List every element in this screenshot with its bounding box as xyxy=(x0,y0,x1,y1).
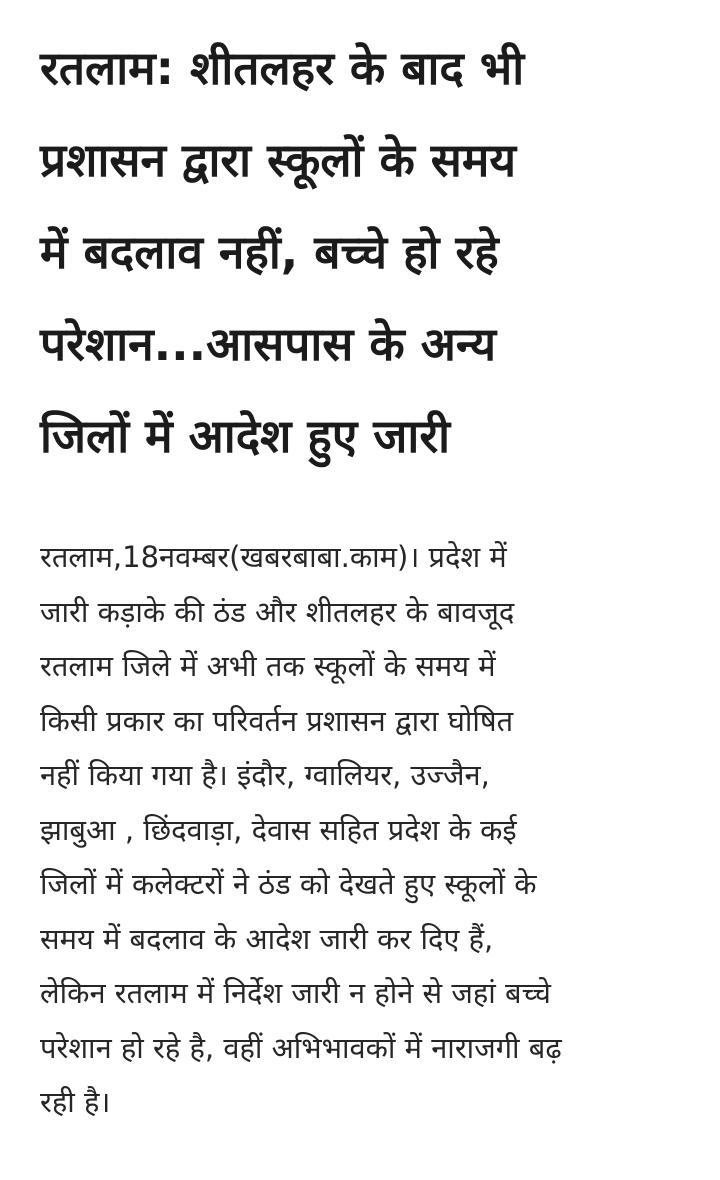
body-line: रतलाम,18नवम्बर(खबरबाबा.काम)। प्रदेश में xyxy=(40,540,507,574)
headline-line: परेशान...आसपास के अन्य xyxy=(40,317,497,371)
headline-line: प्रशासन द्वारा स्कूलों के समय xyxy=(40,133,517,187)
body-line: नहीं किया गया है। इंदौर, ग्वालियर, उज्जैन, xyxy=(40,758,490,792)
body-line: झाबुआ , छिंदवाड़ा, देवास सहित प्रदेश के कई xyxy=(40,812,517,847)
body-line: जारी कड़ाके की ठंड और शीतलहर के बावजूद xyxy=(40,594,515,629)
headline-line: जिलों में आदेश हुए जारी xyxy=(40,409,451,463)
headline-line: रतलाम: शीतलहर के बाद भी xyxy=(40,41,525,95)
article-headline xyxy=(40,22,686,482)
body-line: लेकिन रतलाम में निर्देश जारी न होने से जहां बच्चे xyxy=(40,976,551,1010)
body-line: समय में बदलाव के आदेश जारी कर दिए हैं, xyxy=(40,921,494,956)
body-line: रतलाम जिले में अभी तक स्कूलों के समय में xyxy=(40,649,496,683)
headline-line: में बदलाव नहीं, बच्चे हो रहे xyxy=(40,225,499,279)
body-line: किसी प्रकार का परिवर्तन प्रशासन द्वारा घोषित xyxy=(40,703,514,738)
article-body xyxy=(40,530,686,1130)
body-line: परेशान हो रहे है, वहीं अभिभावकों में नाराजगी बढ़ xyxy=(40,1030,562,1065)
body-line: रही है। xyxy=(40,1085,111,1119)
body-line: जिलों में कलेक्टरों ने ठंड को देखते हुए स्कूलों के xyxy=(40,867,537,901)
